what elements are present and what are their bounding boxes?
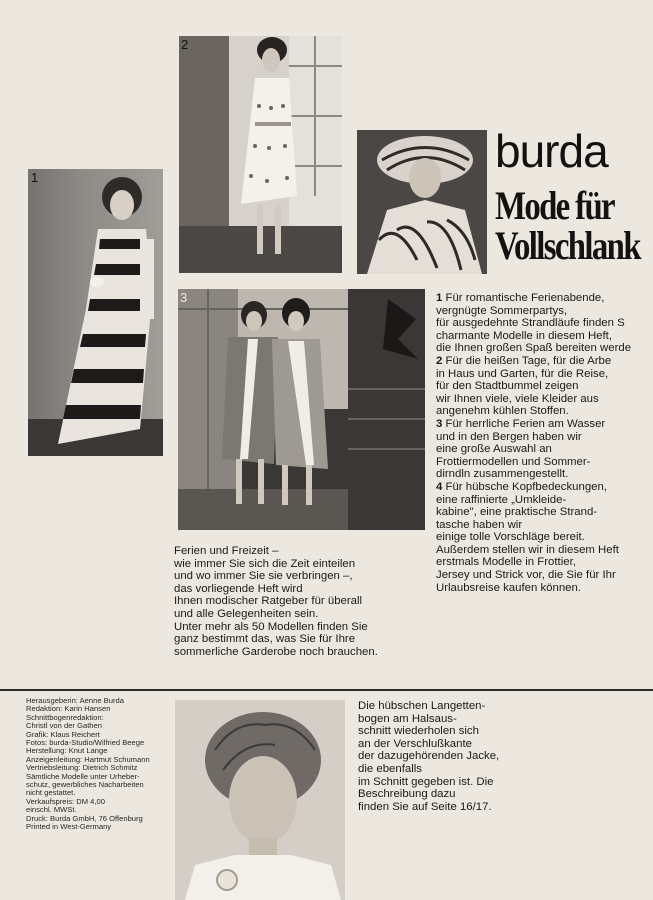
- photo-hat: [357, 130, 487, 274]
- imprint-line: Druck: Burda GmbH, 76 Offenburg: [26, 813, 143, 823]
- feature-line: [436, 582, 653, 595]
- feature-text: Außerdem stellen wir in diesem Heft: [436, 543, 619, 556]
- feature-line: [436, 544, 653, 557]
- caption-line: an der Verschlußkante: [358, 737, 472, 750]
- feature-line: [436, 556, 653, 569]
- intro-line: Ferien und Freizeit –: [174, 545, 279, 557]
- portrait-caption: [358, 700, 499, 813]
- feature-text: eine raffinierte „Umkleide-: [436, 493, 567, 506]
- imprint-line: Schnittbogenredaktion:: [26, 712, 104, 722]
- imprint-line: Vertriebsleitung: Dietrich Schmitz: [26, 763, 138, 773]
- feature-line: [436, 468, 653, 481]
- feature-line: [436, 418, 653, 431]
- photo-portrait: [175, 700, 345, 900]
- feature-number: 3: [436, 417, 443, 430]
- intro-line: ganz bestimmt das, was Sie für Ihre: [174, 633, 356, 646]
- feature-text: Für die heißen Tage, für die Arbe: [442, 354, 612, 367]
- imprint-block: [26, 697, 150, 832]
- feature-text: in Haus und Garten, für die Reise,: [436, 367, 609, 380]
- feature-line: [436, 405, 653, 418]
- two-women-figure: [178, 289, 425, 530]
- feature-text: Für romantische Ferienabende,: [442, 292, 605, 304]
- imprint-line: Herstellung: Knut Lange: [26, 746, 108, 756]
- feature-text: wir Ihnen viele, viele Kleider aus: [436, 392, 599, 405]
- caption-line: Beschreibung dazu: [358, 788, 456, 801]
- portrait-figure: [175, 700, 345, 900]
- photo-two-women: [178, 289, 425, 530]
- caption-line: die ebenfalls: [358, 762, 422, 775]
- intro-line: das vorliegende Heft wird: [174, 582, 303, 595]
- dotted-dress-figure: [179, 36, 342, 273]
- intro-paragraph: [174, 545, 378, 658]
- feature-text: Frottiermodellen und Sommer-: [436, 455, 591, 468]
- imprint-line: Redaktion: Karin Hansen: [26, 704, 111, 714]
- feature-list: [436, 292, 653, 594]
- imprint-line: Anzeigenleitung: Hartmut Schumann: [26, 754, 150, 764]
- intro-line: und wo immer Sie sie verbringen –,: [174, 570, 353, 583]
- feature-line: [436, 481, 653, 494]
- feature-line: [436, 355, 653, 368]
- feature-text: eine große Auswahl an: [436, 443, 552, 456]
- feature-line: [436, 443, 653, 456]
- page-title-line1: Mode für: [495, 183, 614, 228]
- caption-line: der dazugehörenden Jacke,: [358, 750, 500, 763]
- feature-line: [436, 393, 653, 406]
- feature-text: einige tolle Vorschläge bereit.: [436, 531, 585, 544]
- feature-text: charmante Modelle in diesem Heft,: [436, 329, 613, 342]
- feature-number: 1: [436, 292, 443, 304]
- imprint-line: Printed in West-Germany: [26, 822, 112, 832]
- feature-line: [436, 305, 653, 318]
- feature-text: tasche haben wir: [436, 518, 523, 531]
- photo-label-3: 3: [180, 290, 188, 305]
- imprint-line: Christl von der Gathen: [26, 721, 102, 731]
- section-divider: [0, 689, 653, 691]
- feature-text: dirndln zusammengestellt.: [436, 468, 569, 481]
- imprint-line: Herausgeberin: Aenne Burda: [26, 696, 124, 705]
- caption-line: Die hübschen Langetten-: [358, 700, 486, 712]
- photo-label-2: 2: [181, 37, 189, 52]
- feature-text: Urlaubsreise kaufen können.: [436, 581, 582, 594]
- feature-line: [436, 494, 653, 507]
- feature-text: für ausgedehnte Strandläufe finden S: [436, 317, 625, 330]
- feature-line: [436, 506, 653, 519]
- photo-label-1: 1: [31, 170, 39, 185]
- imprint-line: Verkaufspreis: DM 4,00: [26, 796, 105, 806]
- page-title-line2: Vollschlank: [495, 223, 640, 268]
- feature-line: [436, 569, 653, 582]
- feature-text: erstmals Modelle in Frottier,: [436, 556, 576, 569]
- intro-line: und alle Gelegenheiten sein.: [174, 607, 319, 620]
- imprint-line: Sämtliche Modelle unter Urheber-: [26, 771, 140, 781]
- feature-line: [436, 292, 653, 305]
- feature-text: für den Stadtbummel zeigen: [436, 380, 579, 393]
- feature-line: [436, 330, 653, 343]
- intro-line: wie immer Sie sich die Zeit einteilen: [174, 557, 356, 570]
- imprint-line: nicht gestattet.: [26, 788, 76, 798]
- feature-line: [436, 317, 653, 330]
- feature-line: [436, 380, 653, 393]
- feature-number: 4: [436, 480, 443, 493]
- caption-line: schnitt wiederholen sich: [358, 725, 479, 738]
- striped-dress-figure: [28, 169, 163, 456]
- caption-line: im Schnitt gegeben ist. Die: [358, 775, 494, 788]
- feature-line: [436, 456, 653, 469]
- photo-dotted-dress: [179, 36, 342, 273]
- photo-striped-dress: [28, 169, 163, 456]
- caption-line: bogen am Halsaus-: [358, 712, 457, 725]
- feature-text: Für hübsche Kopfbedeckungen,: [442, 480, 607, 493]
- feature-text: Für herrliche Ferien am Wasser: [442, 417, 606, 430]
- imprint-line: einschl. MWSt.: [26, 805, 77, 815]
- feature-line: [436, 342, 653, 355]
- feature-line: [436, 519, 653, 532]
- intro-line: Ihnen modischer Ratgeber für überall: [174, 595, 363, 608]
- feature-number: 2: [436, 354, 443, 367]
- feature-text: die Ihnen großen Spaß bereiten werde: [436, 342, 632, 355]
- hat-figure: [357, 130, 487, 274]
- intro-line: sommerliche Garderobe noch brauchen.: [174, 645, 378, 658]
- imprint-line: Grafik: Klaus Reichert: [26, 729, 100, 739]
- feature-line: [436, 368, 653, 381]
- feature-text: Jersey und Strick vor, die Sie für Ihr: [436, 569, 616, 582]
- intro-line: Unter mehr als 50 Modellen finden Sie: [174, 620, 368, 633]
- feature-text: vergnügte Sommerpartys,: [436, 304, 568, 317]
- imprint-line: schutz, gewerbliches Nacharbeiten: [26, 780, 144, 790]
- imprint-line: Fotos: burda-Studio/Wilfried Beege: [26, 738, 145, 748]
- feature-line: [436, 531, 653, 544]
- caption-line: finden Sie auf Seite 16/17.: [358, 800, 492, 813]
- feature-text: kabine", eine praktische Strand-: [436, 506, 598, 519]
- feature-text: und in den Bergen haben wir: [436, 430, 582, 443]
- feature-line: [436, 431, 653, 444]
- feature-text: angenehm kühlen Stoffen.: [436, 405, 569, 418]
- brand-logo: burda: [495, 125, 608, 177]
